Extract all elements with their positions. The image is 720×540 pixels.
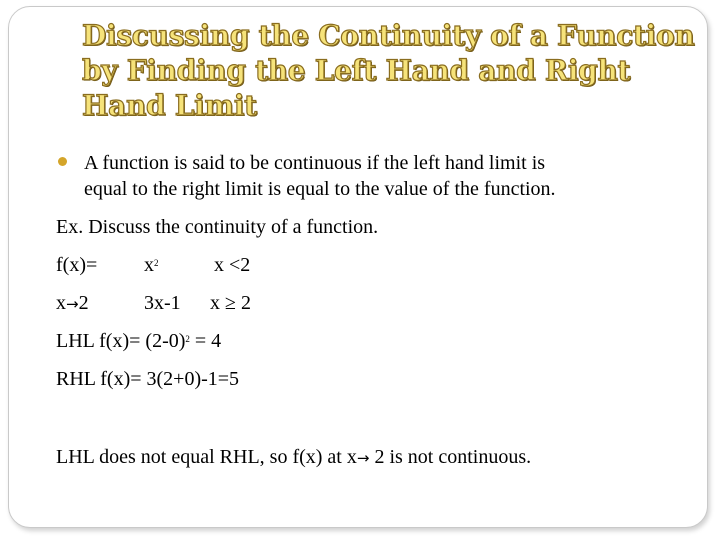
lhl-expression <box>56 328 221 354</box>
bullet-dot-icon <box>58 157 67 166</box>
conclusion-part-2: 2 is not continuous. <box>374 446 532 468</box>
piecewise-row-1 <box>56 252 696 290</box>
title-line-1: Discussing the Continuity of a Function <box>82 19 695 52</box>
example-line <box>56 214 696 252</box>
conclusion-line <box>56 444 696 482</box>
piece1-expression <box>144 252 159 278</box>
limit-note <box>56 290 89 317</box>
arrow-icon: → <box>356 449 370 467</box>
piece2-expression: 3x-1 <box>144 292 181 314</box>
bullet-text-line-2: equal to the right limit is equal to the value of the function. <box>84 178 556 200</box>
piece1-condition: x <2 <box>214 254 251 276</box>
conclusion-text <box>56 444 531 471</box>
lhl-prefix: LHL f(x)= <box>56 330 141 352</box>
limit-value: 2 <box>78 292 89 314</box>
piece1-exponent: 2 <box>154 258 159 268</box>
title-line-2: by Finding the Left Hand and Right <box>82 54 631 87</box>
slide-title <box>82 18 695 123</box>
piece2-condition: x ≥ 2 <box>210 292 251 314</box>
rhl-expression: RHL f(x)= 3(2+0)-1=5 <box>56 368 240 390</box>
bullet-text-line-1: A function is said to be continuous if the left hand limit is <box>84 152 546 174</box>
slide-body <box>56 150 696 482</box>
spacer <box>56 404 696 444</box>
arrow-icon: → <box>66 295 79 313</box>
piecewise-row-2 <box>56 290 696 328</box>
rhl-line <box>56 366 696 404</box>
piece1-base: x <box>144 254 154 276</box>
lhl-expr: (2-0) <box>145 330 186 352</box>
fx-label: f(x)= <box>56 254 98 276</box>
limit-var: x <box>56 292 66 314</box>
conclusion-part-1: LHL does not equal RHL, so f(x) at x <box>56 446 357 468</box>
example-text: Ex. Discuss the continuity of a function. <box>56 216 379 238</box>
bullet-item <box>56 150 696 202</box>
lhl-result: = 4 <box>194 330 222 352</box>
lhl-exponent: 2 <box>185 334 190 344</box>
lhl-line <box>56 328 696 366</box>
title-line-3: Hand Limit <box>82 89 257 122</box>
